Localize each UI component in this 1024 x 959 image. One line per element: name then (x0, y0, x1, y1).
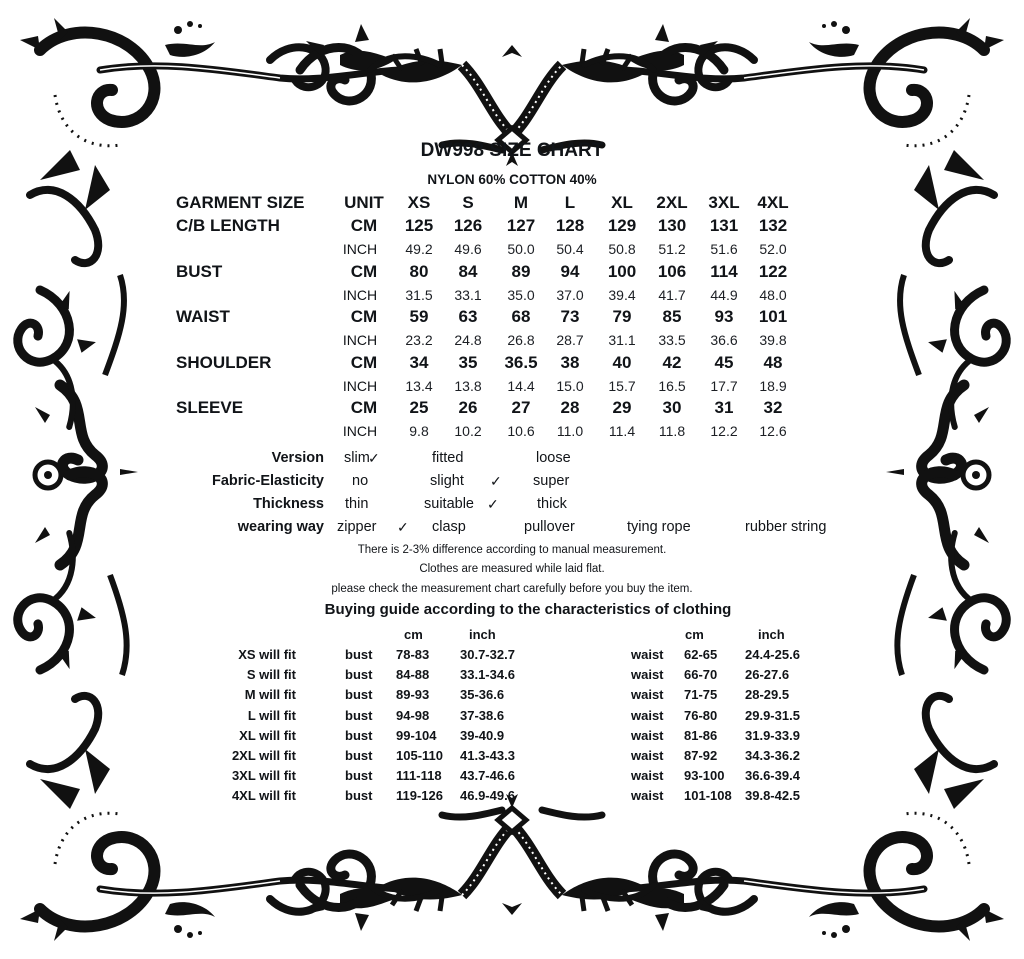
cm-value: 131 (709, 216, 739, 235)
guide-waist-inch: 29.9-31.5 (745, 707, 800, 723)
inch-value: 49.6 (454, 241, 482, 257)
attr-label-thickness: Thickness (253, 496, 324, 512)
guide-bust-label: bust (345, 788, 373, 804)
row-label-bust: BUST (176, 261, 223, 281)
inch-value: 26.8 (507, 332, 535, 348)
inch-value: 52.0 (759, 241, 787, 257)
inch-value: 33.5 (658, 332, 686, 348)
inch-value: 51.2 (658, 241, 686, 257)
inch-value: 48.0 (759, 286, 787, 303)
size-header-m: M (513, 193, 529, 212)
guide-waist-label: waist (631, 727, 664, 743)
inch-value: 14.4 (507, 377, 535, 394)
cm-value: 127 (506, 216, 536, 235)
guide-bust-cm: 78-83 (396, 647, 430, 662)
inch-value: 15.7 (608, 377, 636, 394)
cm-value: 100 (607, 261, 637, 281)
cm-value: 128 (555, 216, 585, 235)
size-header-s: S (462, 193, 474, 212)
guide-bust-cm: 99-104 (396, 727, 437, 743)
guide-waist-inch: 36.6-39.4 (745, 768, 800, 784)
guide-waist-inch: 24.4-25.6 (745, 647, 800, 662)
cm-value: 29 (612, 398, 632, 417)
check-icon: ✓ (368, 450, 380, 466)
cm-value: 26 (458, 398, 478, 417)
guide-bust-label: bust (345, 687, 373, 703)
cm-value: 132 (758, 216, 788, 235)
guide-bust-cm: 89-93 (396, 687, 430, 703)
inch-value: 39.8 (759, 332, 787, 348)
guide-fit-label: XL will fit (239, 727, 296, 743)
inch-value: 9.8 (409, 423, 429, 439)
attr-option: tying rope (627, 519, 691, 535)
inch-value: 31.5 (405, 286, 433, 303)
inch-value: 12.6 (759, 423, 787, 439)
guide-waist-label: waist (631, 647, 664, 662)
inch-value: 28.7 (556, 332, 584, 348)
guide-bust-cm: 105-110 (396, 748, 443, 763)
unit-inch: INCH (342, 377, 378, 394)
inch-value: 17.7 (710, 377, 738, 394)
inch-value: 10.6 (507, 423, 535, 439)
garment-size-header: GARMENT SIZE (176, 193, 305, 212)
note-measurement-difference: There is 2-3% difference according to manual measurement. (357, 544, 667, 556)
attr-option: slim (344, 450, 370, 466)
guide-fit-label: 2XL will fit (231, 748, 296, 763)
inch-value: 13.8 (454, 377, 482, 394)
guide-fit-label: M will fit (244, 687, 296, 703)
inch-value: 13.4 (405, 377, 433, 394)
guide-waist-cm: 87-92 (684, 748, 718, 763)
inch-value: 36.6 (710, 332, 738, 348)
inch-value: 50.8 (608, 241, 636, 257)
attr-option: rubber string (745, 519, 827, 535)
guide-fit-label: 3XL will fit (231, 768, 296, 784)
attr-label-fabric-elasticity: Fabric-Elasticity (211, 473, 324, 489)
unit-cm: CM (350, 307, 378, 326)
cm-value: 79 (612, 307, 632, 326)
unit-cm: CM (350, 398, 378, 417)
guide-waist-cm: 101-108 (684, 788, 732, 804)
row-label-c-b-length: C/B LENGTH (176, 216, 280, 235)
cm-value: 93 (714, 307, 734, 326)
guide-bust-cm: 94-98 (396, 707, 430, 723)
row-label-shoulder: SHOULDER (176, 352, 272, 372)
guide-bust-inch: 35-36.6 (460, 687, 505, 703)
guide-bust-label: bust (345, 647, 373, 662)
cm-value: 35 (458, 352, 478, 372)
cm-value: 63 (458, 307, 478, 326)
inch-value: 24.8 (454, 332, 482, 348)
cm-value: 73 (560, 307, 580, 326)
inch-value: 49.2 (405, 241, 433, 257)
fabric-composition: NYLON 60% COTTON 40% (427, 172, 597, 187)
attr-label-wearing-way: wearing way (237, 519, 324, 535)
attr-option: thin (345, 496, 369, 512)
unit-cm: CM (350, 216, 378, 235)
inch-value: 41.7 (658, 286, 686, 303)
guide-waist-inch-header: inch (758, 627, 785, 642)
guide-bust-cm: 119-126 (396, 788, 443, 804)
cm-value: 106 (657, 261, 687, 281)
guide-waist-cm: 62-65 (684, 647, 718, 662)
size-header-3xl: 3XL (708, 193, 740, 212)
guide-waist-inch: 39.8-42.5 (745, 788, 800, 804)
cm-value: 126 (453, 216, 483, 235)
note-check-chart: please check the measurement chart carefully before you buy the item. (331, 583, 693, 595)
cm-value: 25 (409, 398, 429, 417)
guide-fit-label: L will fit (247, 707, 296, 723)
unit-inch: INCH (342, 241, 378, 257)
row-label-sleeve: SLEEVE (176, 398, 244, 417)
guide-waist-label: waist (631, 667, 664, 683)
guide-bust-label: bust (345, 748, 373, 763)
guide-waist-cm: 66-70 (684, 667, 718, 683)
note-laid-flat: Clothes are measured while laid flat. (419, 563, 605, 575)
guide-waist-cm: 71-75 (684, 687, 718, 703)
size-header-xs: XS (407, 193, 431, 212)
cm-value: 42 (662, 352, 682, 372)
size-header-l: L (564, 193, 576, 212)
attr-option: super (533, 473, 570, 489)
attr-option: thick (537, 496, 567, 512)
unit-cm: CM (350, 261, 378, 281)
inch-value: 50.0 (507, 241, 535, 257)
attr-label-version: Version (271, 450, 324, 466)
cm-value: 122 (758, 261, 788, 281)
cm-value: 40 (612, 352, 632, 372)
guide-bust-inch: 39-40.9 (460, 727, 505, 743)
cm-value: 31 (714, 398, 734, 417)
guide-waist-label: waist (631, 748, 664, 763)
cm-value: 130 (657, 216, 687, 235)
guide-waist-label: waist (631, 788, 664, 804)
unit-cm: CM (350, 352, 378, 372)
cm-value: 84 (458, 261, 478, 281)
inch-value: 50.4 (556, 241, 584, 257)
inch-value: 11.4 (608, 423, 636, 439)
inch-value: 18.9 (759, 377, 787, 394)
unit-inch: INCH (342, 423, 378, 439)
cm-value: 27 (511, 398, 531, 417)
inch-value: 11.0 (556, 423, 584, 439)
cm-value: 114 (710, 261, 738, 281)
cm-value: 34 (409, 352, 429, 372)
guide-bust-cm-header: cm (404, 627, 423, 642)
cm-value: 32 (763, 398, 783, 417)
cm-value: 36.5 (504, 352, 538, 372)
unit-header: UNIT (344, 193, 384, 212)
row-label-waist: WAIST (176, 307, 230, 326)
guide-bust-inch: 43.7-46.6 (460, 768, 515, 784)
inch-value: 12.2 (710, 423, 738, 439)
cm-value: 125 (404, 216, 434, 235)
cm-value: 94 (560, 261, 580, 281)
guide-bust-label: bust (345, 707, 373, 723)
guide-waist-inch: 31.9-33.9 (745, 727, 800, 743)
guide-waist-inch: 28-29.5 (745, 687, 790, 703)
check-icon: ✓ (490, 473, 502, 489)
guide-bust-inch: 33.1-34.6 (460, 667, 515, 683)
guide-waist-label: waist (631, 707, 664, 723)
cm-value: 85 (662, 307, 682, 326)
inch-value: 39.4 (608, 286, 636, 303)
inch-value: 37.0 (556, 286, 584, 303)
inch-value: 35.0 (507, 286, 535, 303)
cm-value: 59 (409, 307, 429, 326)
guide-bust-inch: 41.3-43.3 (460, 748, 515, 763)
attr-option: clasp (432, 519, 466, 535)
inch-value: 16.5 (658, 377, 686, 394)
cm-value: 30 (662, 398, 682, 417)
guide-waist-cm: 81-86 (684, 727, 718, 743)
size-header-2xl: 2XL (656, 193, 688, 212)
guide-bust-inch: 46.9-49.6 (460, 788, 515, 804)
guide-waist-cm: 76-80 (684, 707, 718, 723)
cm-value: 129 (607, 216, 637, 235)
cm-value: 101 (758, 307, 788, 326)
cm-value: 89 (511, 261, 531, 281)
cm-value: 38 (560, 352, 580, 372)
guide-waist-label: waist (631, 768, 664, 784)
check-icon: ✓ (487, 496, 499, 512)
guide-waist-cm-header: cm (685, 627, 704, 642)
buying-guide-title: Buying guide according to the characteristics of clothing (324, 601, 732, 618)
guide-bust-label: bust (345, 768, 373, 784)
attr-option: zipper (337, 519, 377, 535)
size-header-4xl: 4XL (757, 193, 789, 212)
inch-value: 11.8 (658, 423, 686, 439)
inch-value: 51.6 (710, 241, 738, 257)
guide-bust-label: bust (345, 727, 373, 743)
guide-bust-inch: 37-38.6 (460, 707, 505, 723)
guide-waist-inch: 26-27.6 (745, 667, 790, 683)
cm-value: 48 (763, 352, 783, 372)
inch-value: 15.0 (556, 377, 584, 394)
check-icon: ✓ (397, 519, 409, 535)
attr-option: suitable (424, 496, 474, 512)
guide-bust-cm: 111-118 (396, 768, 442, 784)
guide-fit-label: S will fit (246, 667, 296, 683)
guide-waist-label: waist (631, 687, 664, 703)
guide-bust-inch-header: inch (469, 627, 496, 642)
chart-title: DW998 SIZE CHART (420, 140, 604, 161)
inch-value: 31.1 (608, 332, 636, 348)
cm-value: 68 (511, 307, 531, 326)
inch-value: 23.2 (405, 332, 433, 348)
guide-bust-cm: 84-88 (396, 667, 430, 683)
attr-option: fitted (432, 450, 464, 466)
attr-option: loose (536, 450, 571, 466)
inch-value: 44.9 (710, 286, 738, 303)
guide-bust-inch: 30.7-32.7 (460, 647, 515, 662)
unit-inch: INCH (342, 332, 378, 348)
attr-option: pullover (524, 519, 575, 535)
guide-waist-cm: 93-100 (684, 768, 725, 784)
guide-fit-label: XS will fit (238, 647, 296, 662)
cm-value: 28 (560, 398, 580, 417)
guide-fit-label: 4XL will fit (231, 788, 296, 804)
cm-value: 80 (409, 261, 429, 281)
attr-option: slight (430, 473, 464, 489)
size-header-xl: XL (611, 193, 633, 212)
guide-waist-inch: 34.3-36.2 (745, 748, 800, 763)
cm-value: 45 (714, 352, 734, 372)
inch-value: 33.1 (454, 286, 482, 303)
inch-value: 10.2 (454, 423, 482, 439)
guide-bust-label: bust (345, 667, 373, 683)
attr-option: no (352, 473, 369, 489)
unit-inch: INCH (342, 286, 378, 303)
